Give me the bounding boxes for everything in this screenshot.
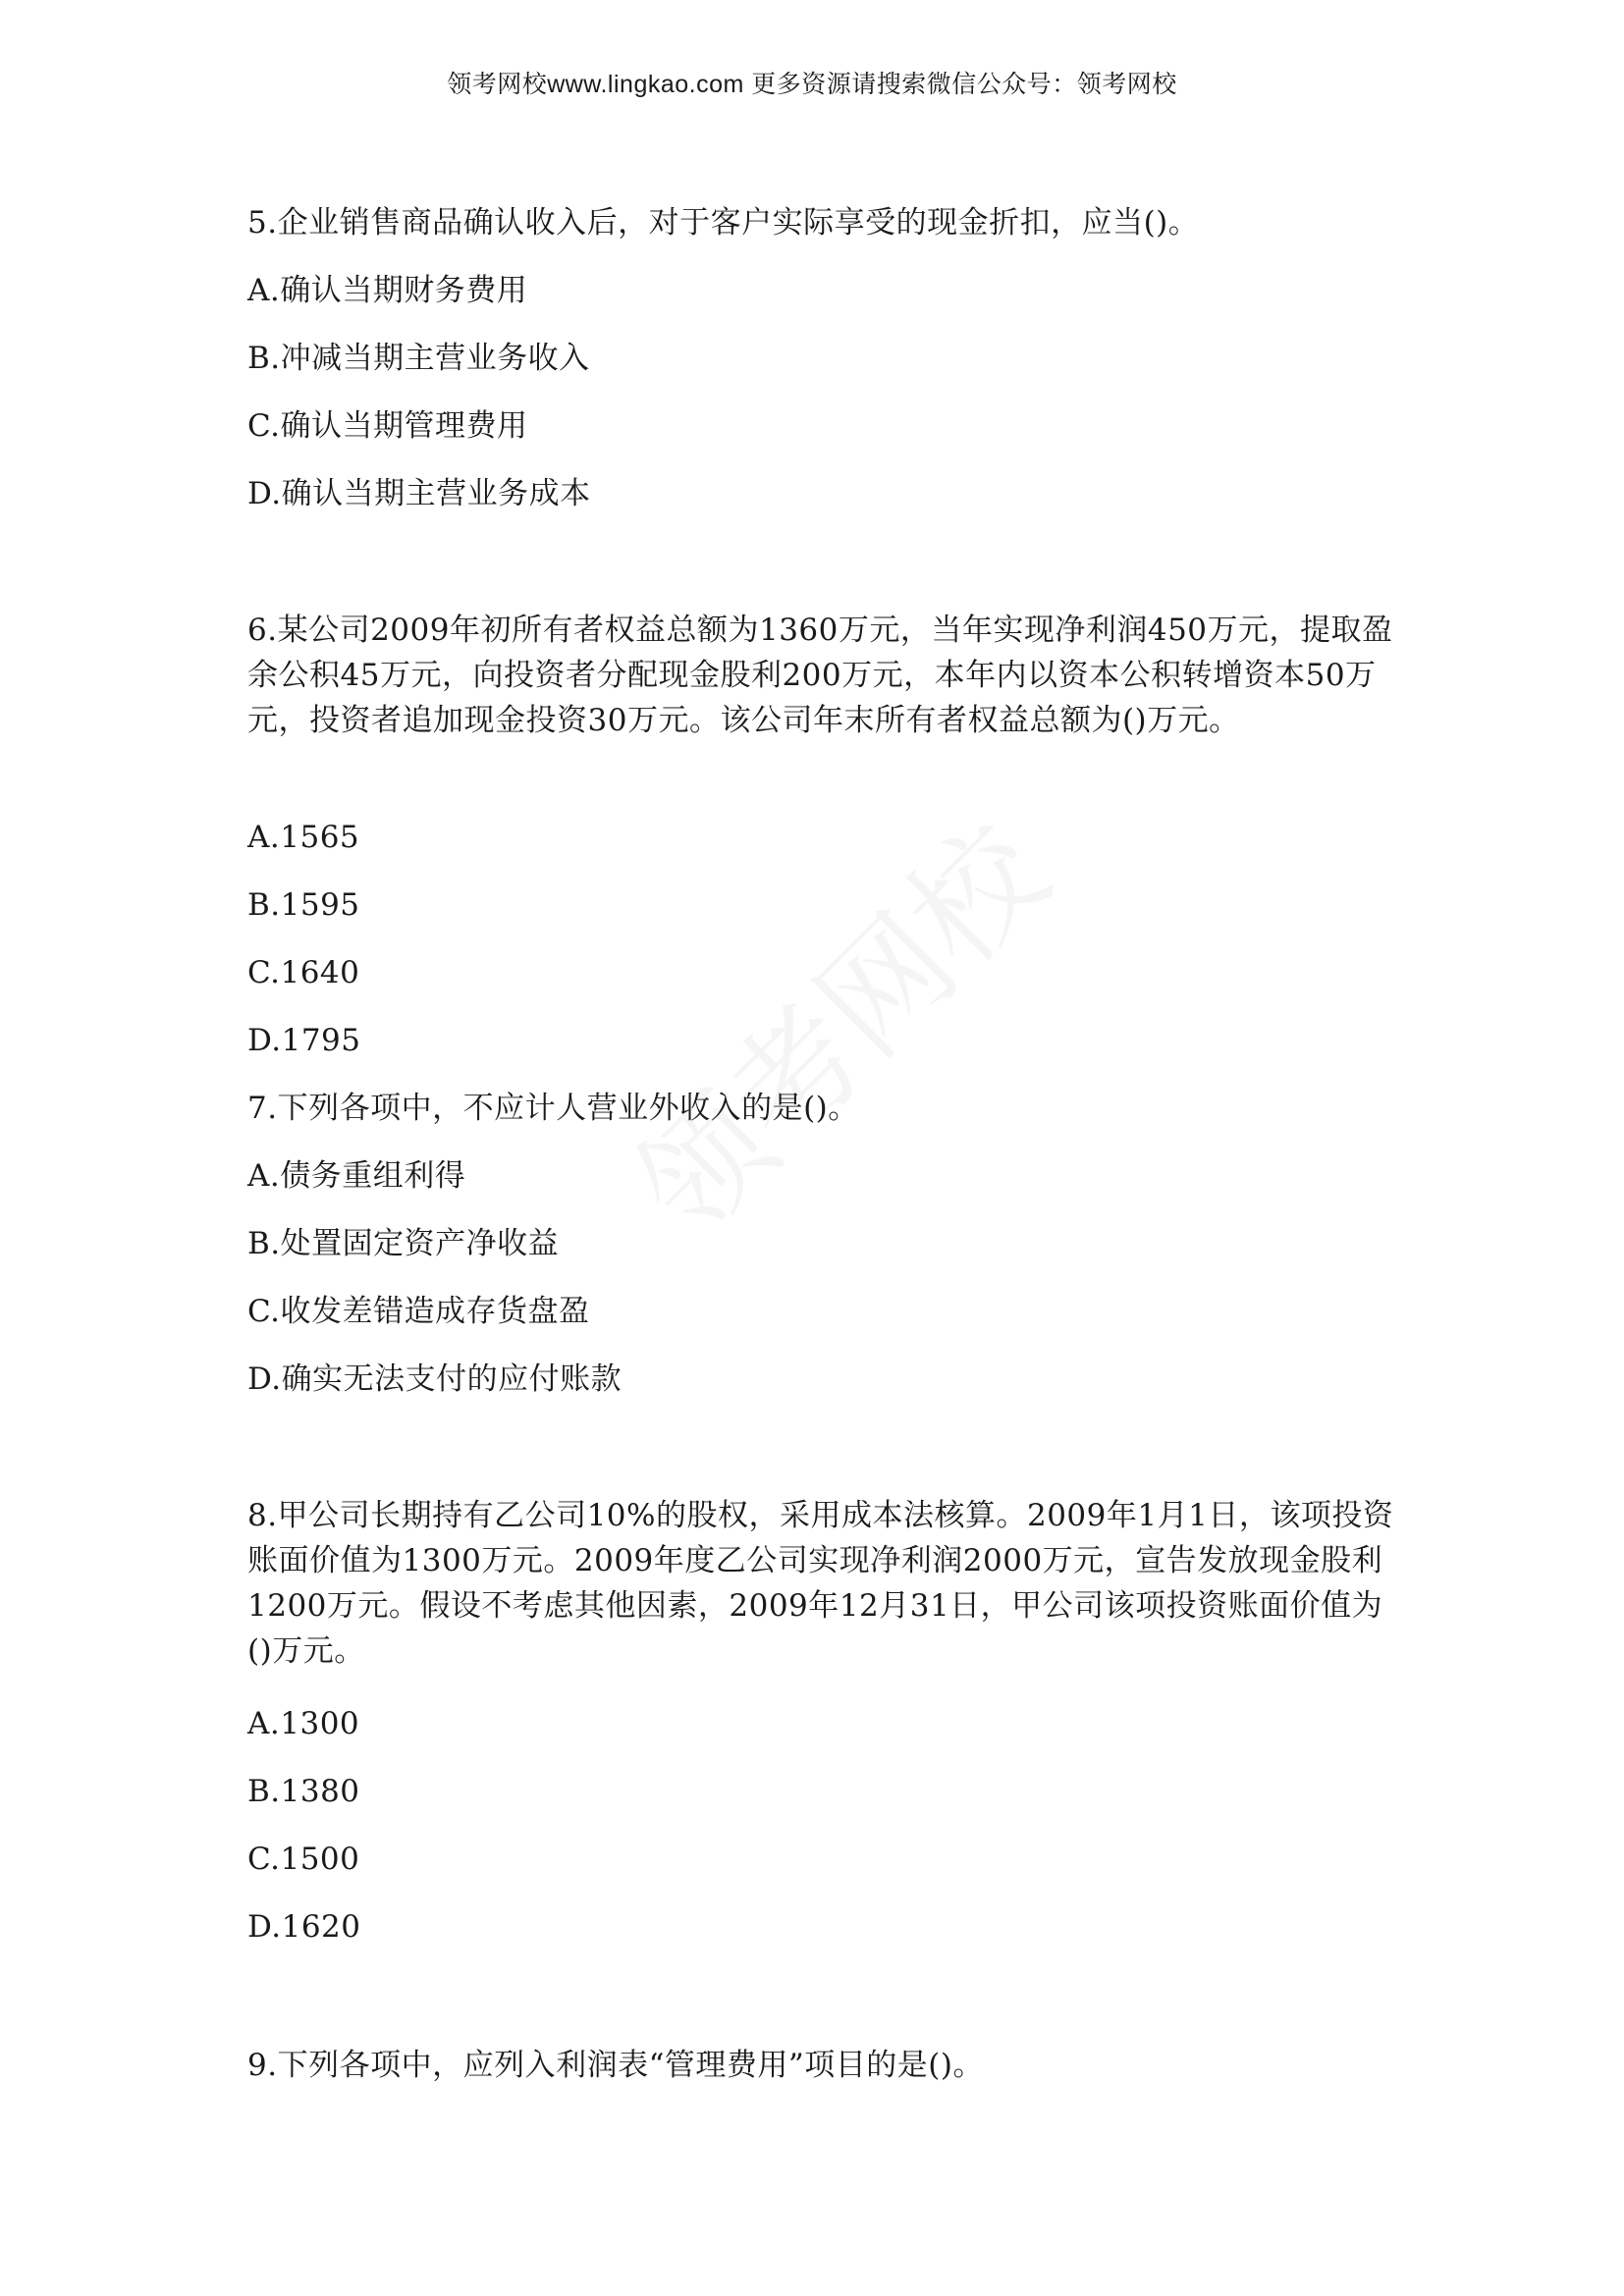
question-7-option-b: B.处置固定资产净收益 — [247, 1226, 560, 1261]
question-9-stem: 9.下列各项中，应列入利润表“管理费用”项目的是()。 — [247, 2048, 984, 2083]
question-5-option-d: D.确认当期主营业务成本 — [247, 476, 591, 511]
question-7-option-a: A.债务重组利得 — [247, 1158, 466, 1194]
question-8-option-c: C.1500 — [247, 1842, 360, 1877]
page-header: 领考网校www.lingkao.com 更多资源请搜索微信公众号：领考网校 — [447, 71, 1177, 98]
question-7-option-c: C.收发差错造成存货盘盈 — [247, 1294, 590, 1329]
question-8-option-d: D.1620 — [247, 1909, 361, 1945]
question-7-option-d: D.确实无法支付的应付账款 — [247, 1362, 623, 1397]
question-8-stem: 8.甲公司长期持有乙公司10%的股权，采用成本法核算。2009年1月1日，该项投资账面价值为1300万元。2009年度乙公司实现净利润2000万元，宣告发放现金股利1200万元。假设不考虑其他因素，2009年12月31日，甲公司该项投资账面价值为()万元。 — [247, 1498, 1394, 1669]
question-6-option-a: A.1565 — [247, 820, 360, 855]
question-8-option-a: A.1300 — [247, 1706, 360, 1741]
question-5-option-b: B.冲减当期主营业务收入 — [247, 341, 590, 376]
question-7-stem: 7.下列各项中，不应计人营业外收入的是()。 — [247, 1091, 859, 1126]
question-6-stem: 6.某公司2009年初所有者权益总额为1360万元，当年实现净利润450万元，提取盈余公积45万元，向投资者分配现金股利200万元，本年内以资本公积转增资本50万元，投资者追加现金投资30万元。该公司年末所有者权益总额为()万元。 — [247, 613, 1393, 738]
question-5-stem: 5.企业销售商品确认收入后，对于客户实际享受的现金折扣，应当()。 — [247, 205, 1200, 240]
question-6-option-d: D.1795 — [247, 1023, 361, 1058]
question-6-option-b: B.1595 — [247, 887, 360, 923]
question-5-option-c: C.确认当期管理费用 — [247, 408, 528, 444]
question-8-option-b: B.1380 — [247, 1774, 360, 1809]
question-6-option-c: C.1640 — [247, 955, 360, 990]
question-5-option-a: A.确认当期财务费用 — [247, 273, 528, 308]
